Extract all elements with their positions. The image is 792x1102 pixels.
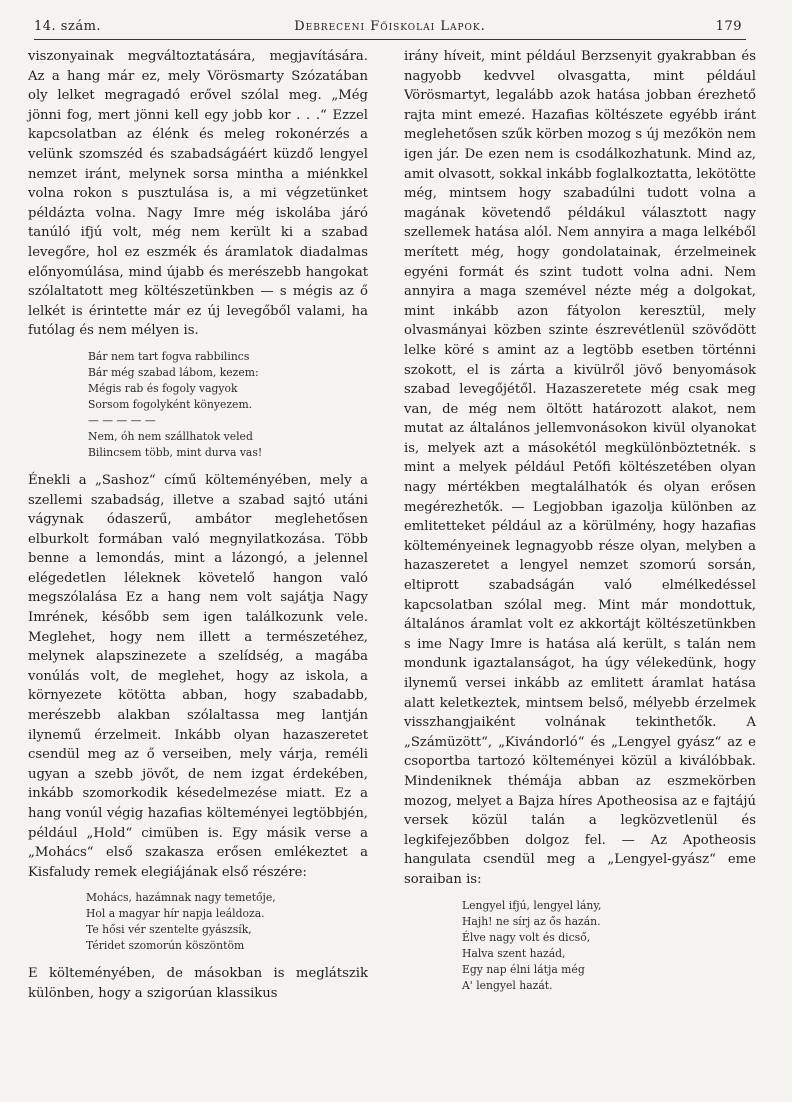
paragraph: E költeményében, de másokban is meglátszik különben, hogy a szigorúan klassikus: [28, 966, 368, 1001]
poem-line: Hol a magyar hír napja leáldoza.: [86, 907, 265, 921]
poem-line: Élve nagy volt és dicső,: [462, 930, 591, 944]
poem-line: Egy nap élni látja még: [462, 962, 585, 976]
poem-lengyel-gyasz: [404, 898, 756, 994]
issue-number: 14. szám.: [34, 19, 102, 34]
poem-line: Te hősi vér szentelte gyászsík,: [86, 923, 252, 937]
paragraph: irány híveit, mint például Berzsenyit gyakrabban és nagyobb kedvvel olvasgatta, mint például Vörösmartyt, legalább azok hatása jobban érezhető rajta mint emezé. Hazafias költészete egyébb iránt meglehetősen szűk körben mozog s új mezőkön nem igen jár. De ezen nem is csodálkozhatunk. Mind az, amit olvasott, sokkal inkább foglalkoztatta, lekötötte még, mintsem hogy szabadúlni tudott volna a magának követendő példákul választott nagy szellemek hatása alól. Nem annyira a maga lelkéből merített még, hogy gondolatainak, érzelmeinek egyéni formát és szint tudott volna adni. Nem annyira a maga szemével nézte még a dolgokat, mint inkább azon fátyolon keresztül, mely olvasmányai közben szinte észrevétlenül szövődött lelke köré s amint az a legtöbb esetben történni szokott, el is zárta a kivülről jövő benyomások szabad levegőjétől. Hazaszeretete még csak meg van, de még nem öltött határozott alakot, nem mutat az általános jellemvonásokon kivül olyanokat is, melyek azt a másokétól megkülönböztetnék. s mint a melyek például Petőfi költészetében olyan nagy mértékben megtalálhatók és olyan erősen megérezhetők. — Legjobban igazolja különben az emlitetteket például az a körülmény, hogy hazafias költeményeinek legnagyobb része olyan, melyben a hazaszeretet a lengyel nemzet szomorú sorsán, eltiprott szabadságán való elmélkedéssel kapcsolatban szólal meg. Mint már mondottuk, általános áramlat volt ez akkortájt költészetünkben s ime Nagy Imre is hatása alá került, s talán nem mondunk igaztalanságot, ha úgy vélekedünk, hogy ilynemű versei inkább az emlitett áramlat hatása alatt keletkeztek, mintsem belső, mélyebb érzelmek visszhangjaiként volnának tekinthetők. A „Számüzött“, „Kivándorló“ és „Lengyel gyász“ az e csoportba tartozó költeményei közül a kiválóbbak. Mindeniknek thémája abban az eszmekörben mozog, melyet a Bajza híres Apotheosisa az e fajtájú versek közül talán a legközvetlenül és legkifejezőbben dolgoz fel. — Az Apotheosis hangulata csendül meg a „Lengyel-gyász“ eme soraiban is:: [404, 49, 756, 887]
paragraph: Énekli a „Sashoz“ című költeményében, mely a szellemi szabadság, illetve a szabad sajtó utáni vágynak ódaszerű, ambátor meglehetősen elburkolt formában való megnyilatkozása. Több benne a lemondás, mint a lázongó, a jelennel elégedetlen léleknek követelő hangon való megszólalása Ez a hang nem volt sajátja Nagy Imrének, később sem igen találkozunk vele. Meglehet, hogy nem illett a természetéhez, melynek alapszinezete a szelídség, a magába vonúlás volt, de meglehet, hogy az iskola, a környezete kötötta abban, hogy szabadabb, merészebb alakban szólaltassa meg lantján ilynemű érzelmeit. Inkább olyan hazaszeretet csendül meg az ő verseiben, mely várja, reméli ugyan a szebb jövőt, de nem izgat érdekében, inkább szomorkodik késedelmezése miatt. Ez a hang vonúl végig hazafias költeményei legtöbbjén, például „Hold“ cimüben is. Egy másik verse a „Mohács“ első szakasza erősen emlékeztet a Kisfaludy remek elegiájának első részére:: [28, 472, 368, 880]
poem-line: Mohács, hazámnak nagy temetője,: [86, 891, 276, 905]
journal-title: Debreceni Főiskolai Lapok.: [294, 19, 486, 34]
poem-line: Sorsom fogolyként könyezem.: [88, 397, 253, 411]
poem-mohacs: [28, 890, 368, 954]
poem-line: Hajh! ne sírj az ős hazán.: [462, 914, 601, 928]
poem-line: Bár nem tart fogva rabbilincs: [88, 349, 250, 363]
poem-line: Téridet szomorún köszöntöm: [86, 939, 245, 953]
page-header: [34, 17, 746, 40]
page-number: 179: [715, 19, 742, 34]
poem-line: Bár még szabad lábom, kezem:: [88, 365, 259, 379]
poem-line: Halva szent hazád,: [462, 946, 566, 960]
poem-line: A' lengyel hazát.: [462, 978, 553, 992]
poem-line: Mégis rab és fogoly vagyok: [88, 381, 238, 395]
poem-line: Nem, óh nem szállhatok veled: [88, 429, 253, 443]
left-column: [28, 47, 368, 1004]
paragraph: viszonyainak megváltoztatására, megjavítására. Az a hang már ez, mely Vörösmarty Szózatában oly lelket megragadó erővel szólal meg. „Még jönni fog, mert jönni kell egy jobb kor . . .“ Ezzel kapcsolatban az élénk és meleg rokonérzés a velünk szomszéd és szabadságáért küzdő lengyel nemzet iránt, melynek sorsa mintha a miénkkel volna rokon s pusztulása is, a mi végzetünket példázta volna. Nagy Imre még iskolába járó tanúló ifjú volt, még nem került ki a szabad levegőre, hol ez eszmék és áramlatok diadalmas előnyomúlása, mind újabb és merészebb hangokat szólaltatott meg költészetünkben — s mégis az ő lelkét is érintette már ez új levegőből valami, ha futólag és nem mélyen is.: [28, 49, 368, 339]
poem-separator: — — — — —: [88, 413, 156, 427]
poem-line: Lengyel ifjú, lengyel lány,: [462, 898, 602, 912]
poem-sashoz: [28, 349, 368, 461]
right-column: [404, 47, 756, 1004]
poem-line: Bilincsem több, mint durva vas!: [88, 445, 263, 459]
